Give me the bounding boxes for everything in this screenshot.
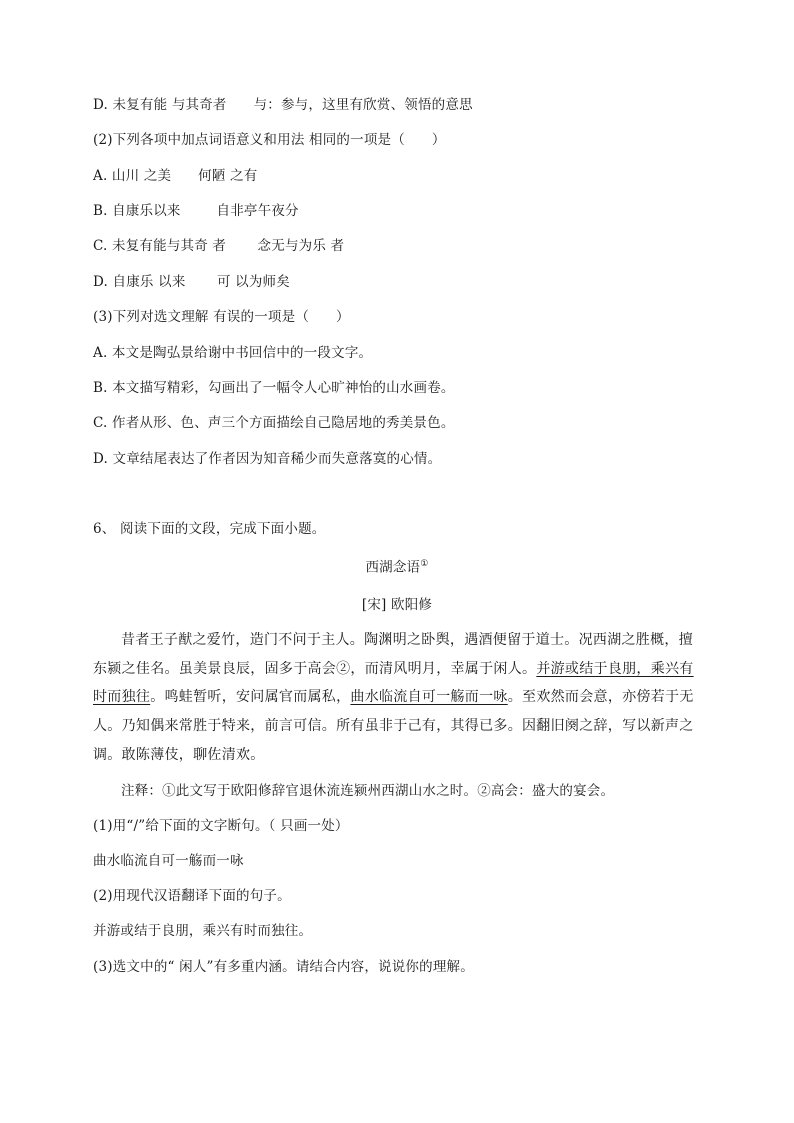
passage-segment: 昔者王子猷之爱竹，造门不问于主人。陶渊明之卧舆，遇酒便留于道士。况西湖之胜概，擅东颍之佳名。虽美景良辰，固多于高会②，而清风明月，幸属于闲人。 (93, 632, 693, 677)
question-6-1-text: 曲水临流自可一觞而一咏 (93, 853, 244, 869)
option-c-q5-2: C. 未复有能与其奇 者 念无与为乐 者 (93, 238, 345, 254)
question-6-heading: 6、 阅读下面的文段，完成下面小题。 (93, 521, 326, 537)
option-b-q5-3: B. 本文描写精彩，勾画出了一幅令人心旷神怡的山水画卷。 (93, 380, 455, 396)
passage-title (0, 554, 794, 578)
passage-title-text: 西湖念语 (365, 559, 421, 576)
question-6-3-stem: (3)选文中的“ 闲人”有多重内涵。请结合内容，说说你的理解。 (93, 959, 474, 975)
underlined-sentence-2: 曲水临流自可一觞而一咏 (350, 689, 508, 706)
option-c-q5-3: C. 作者从形、色、声三个方面描绘自己隐居地的秀美景色。 (93, 415, 455, 431)
question-5-3-stem: (3)下列对选文理解 有误的一项是（ ） (93, 309, 350, 325)
option-d-q5-1: D. 未复有能 与其奇者 与：参与，这里有欣赏、领悟的意思 (93, 97, 473, 113)
question-5-2-stem: (2)下列各项中加点词语意义和用法 相同的一项是（ ） (93, 132, 446, 148)
passage-segment: 。鸣蛙暂听，安问属官而属私， (150, 689, 351, 706)
option-a-q5-3: A. 本文是陶弘景给谢中书回信中的一段文字。 (93, 345, 373, 361)
question-6-2-text: 并游或结于良朋，乘兴有时而独往。 (93, 923, 313, 939)
option-d-q5-3: D. 文章结尾表达了作者因为知音稀少而失意落寞的心情。 (93, 451, 442, 467)
option-a-q5-2: A. 山川 之美 何陋 之有 (93, 168, 258, 184)
question-6-1-stem: (1)用“/”给下面的文字断句。（ 只画一处） (93, 818, 349, 834)
passage-segment: 。至欢然而会意，亦傍若于无人。乃知偶来常胜于特来，前言可信。所有虽非于己有，其得已多。因翻旧阕之辞，写以新声之调。敢陈薄伎，聊佐清欢。 (93, 689, 694, 763)
underlined-sentence-1: 并游或结于良朋，乘兴有时而独往 (93, 660, 694, 706)
passage-title-note-mark: ① (420, 559, 429, 569)
passage-body (93, 626, 697, 770)
passage-notes: 注释：①此文写于欧阳修辞官退休流连颍州西湖山水之时。②高会：盛大的宴会。 (121, 783, 615, 799)
passage-author: [宋] 欧阳修 (361, 597, 433, 613)
question-6-2-stem: (2)用现代汉语翻译下面的句子。 (93, 888, 291, 904)
option-b-q5-2: B. 自康乐以来 自非亭午夜分 (93, 203, 299, 219)
option-d-q5-2: D. 自康乐 以来 可 以为师矣 (93, 274, 290, 290)
